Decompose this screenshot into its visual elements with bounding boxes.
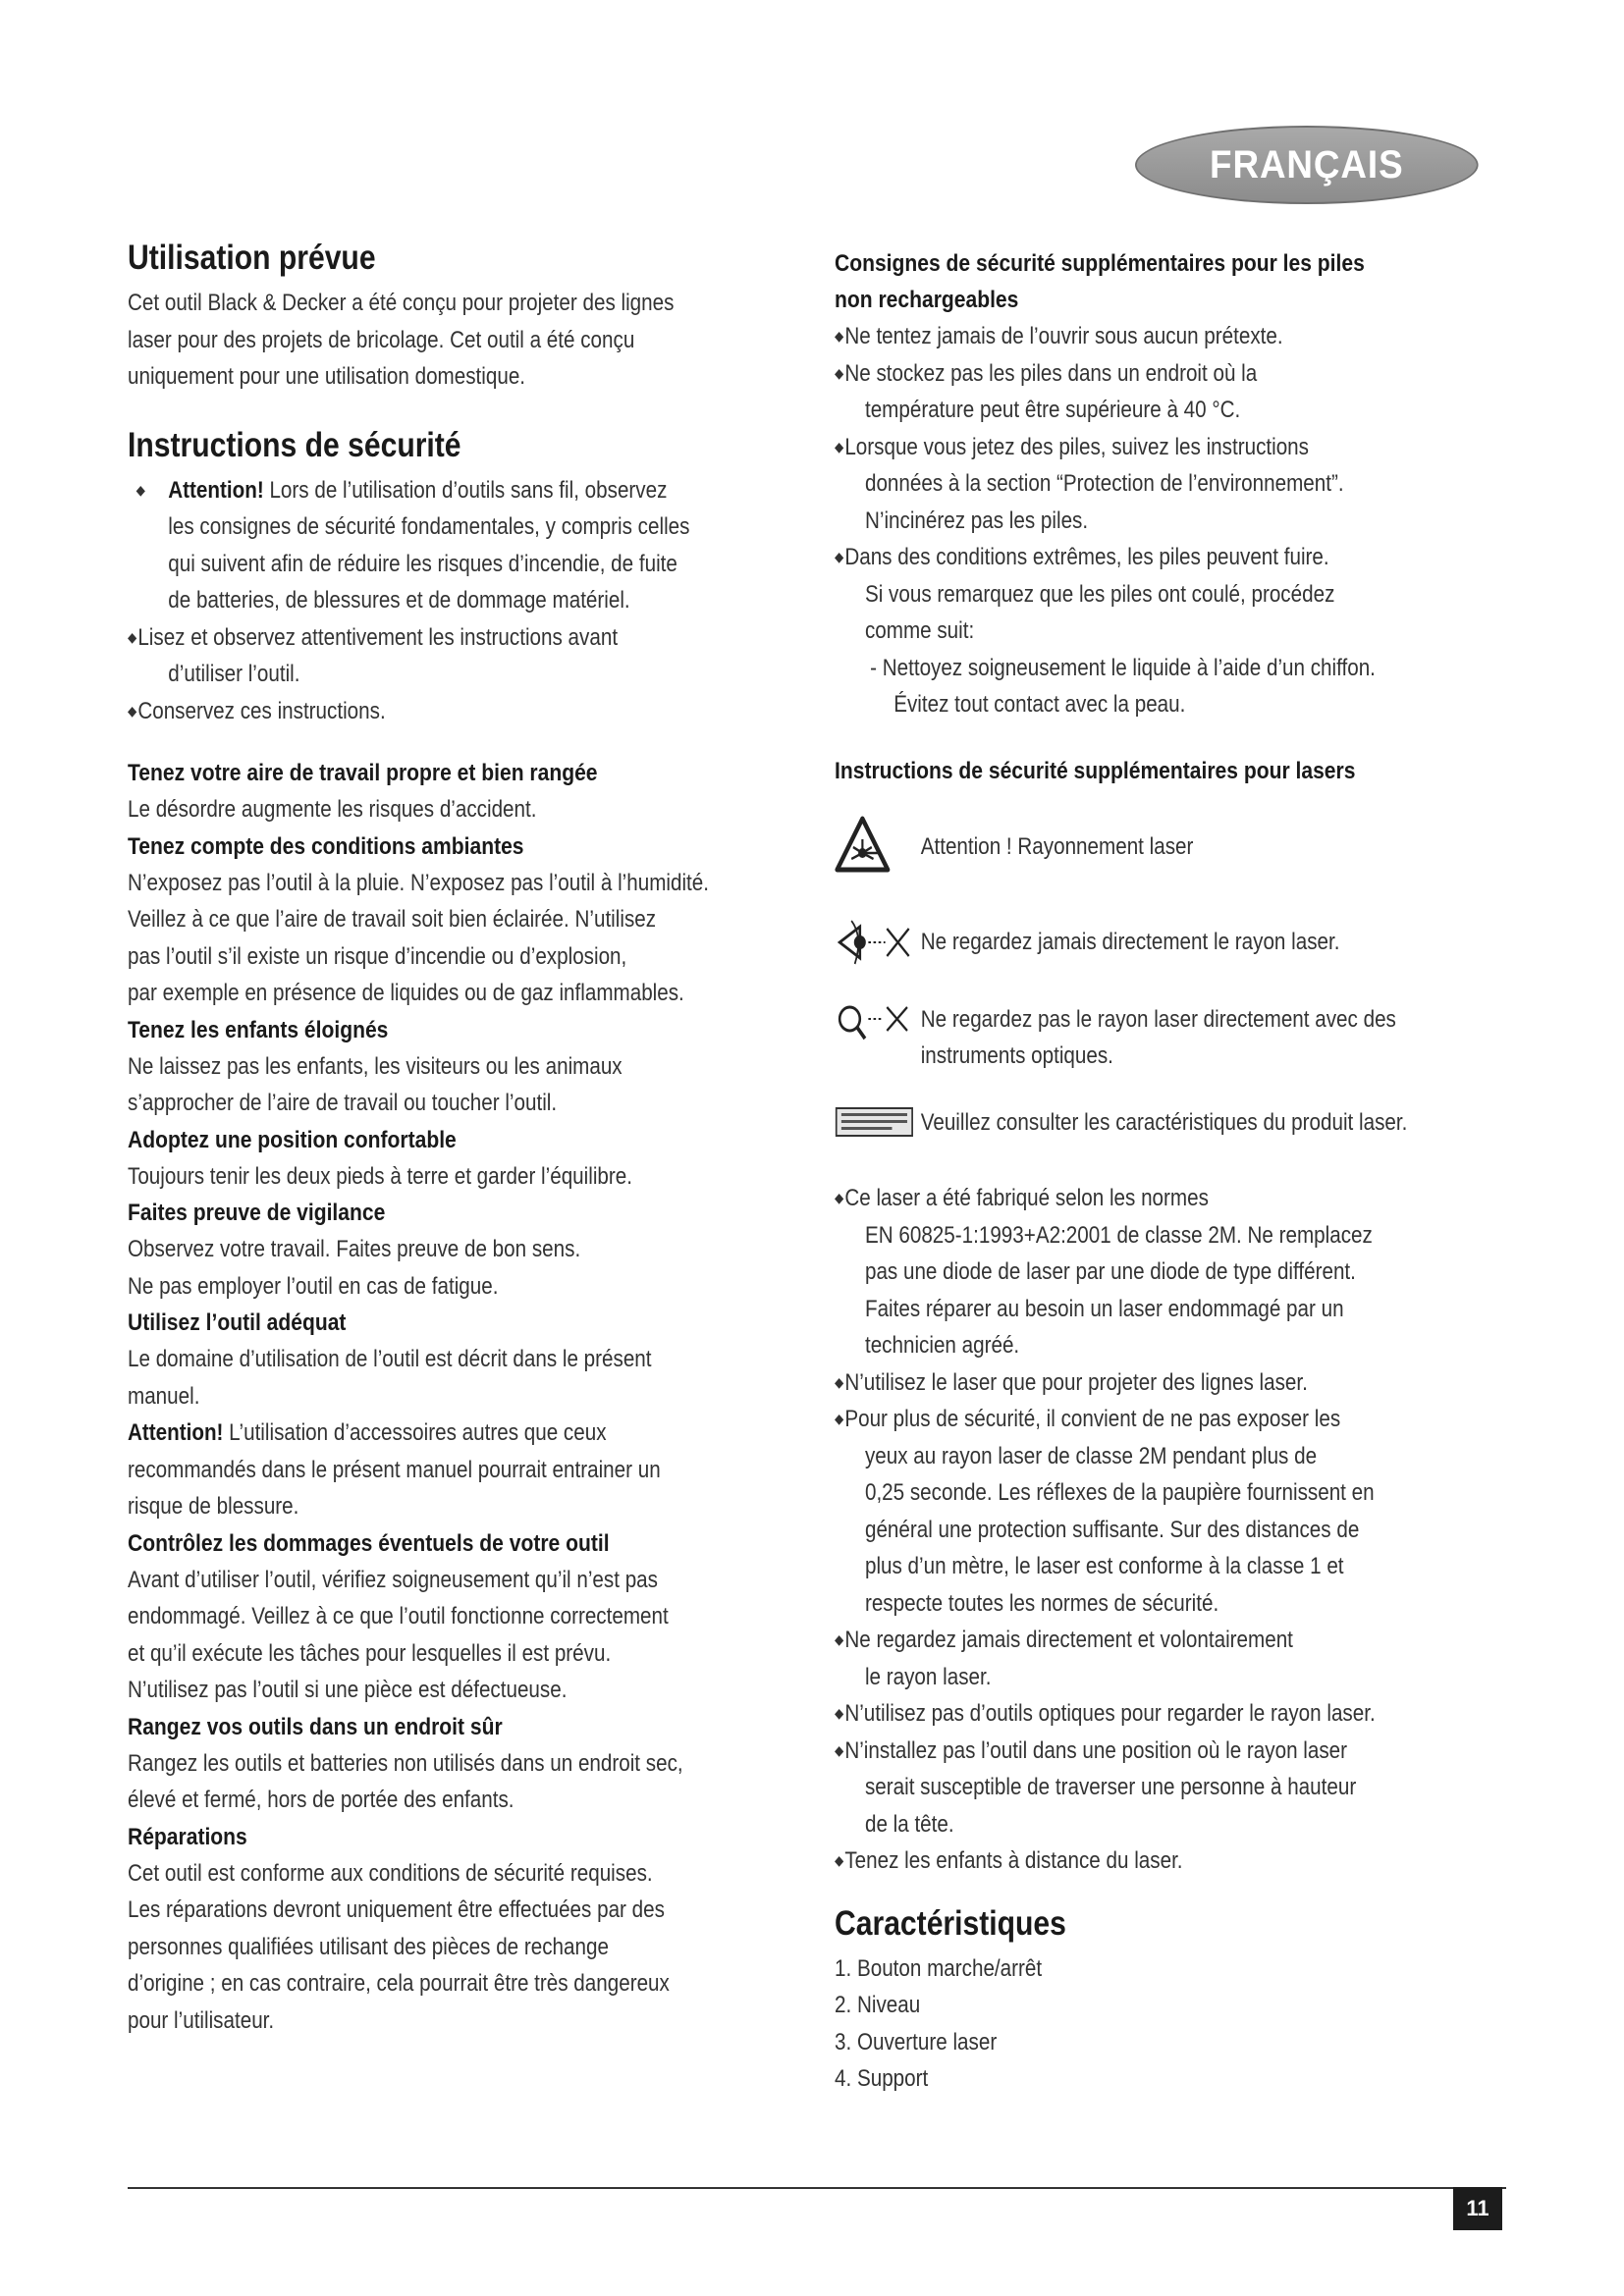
feature-item: 2. Niveau xyxy=(835,1992,921,2018)
laser-title: Instructions de sécurité supplémentaires pour lasers xyxy=(835,757,1356,784)
bullet-icon: ◆ xyxy=(128,628,137,645)
battery-title: Consignes de sécurité supplémentaires pour les piles xyxy=(835,250,1365,277)
feature-item: 1. Bouton marche/arrêt xyxy=(835,1954,1043,1982)
laser-bullet: ◆ N’utilisez le laser que pour projeter des lignes laser. xyxy=(835,1364,1500,1402)
laser-bullet: ◆ Tenez les enfants à distance du laser. xyxy=(835,1842,1500,1880)
section: Réparations Cet outil est conforme aux conditions de sécurité requises. Les réparations devront uniquement être effectuées par des personnes qualifiées utilisant des pièces de rechange d’origine ; en cas contraire, cela pourrait être très dangereux pour l’utilisateur. xyxy=(128,1823,670,2034)
section: Utilisez l’outil adéquat Le domaine d’utilisation de l’outil est décrit dans le présent manuel. xyxy=(128,1309,652,1410)
laser-label-row: Veuillez consulter les caractéristiques du produit laser. xyxy=(835,1104,1500,1142)
section: Adoptez une position confortable Toujours tenir les deux pieds à terre et garder l’équilibre. xyxy=(128,1126,632,1190)
section: Contrôlez les dommages éventuels de votre outil Avant d’utiliser l’outil, vérifiez soigneusement qu’il n’est pas endommagé. Veillez à ce que l’outil fonctionne correctement et qu’il exécute les tâches pour lesquelles il est prévu. N’utilisez pas l’outil si une pièce est défectueuse. xyxy=(128,1529,669,1703)
page-number: 11 xyxy=(1453,2187,1502,2230)
battery-bullet: ◆ Dans des conditions extrêmes, les piles peuvent fuire. Si vous remarquez que les piles ont coulé, procédez comme suit: xyxy=(835,539,1500,650)
laser-warning-row: Attention ! Rayonnement laser xyxy=(835,807,1500,881)
laser-warning-icon xyxy=(835,816,921,873)
bullet-icon: ◆ xyxy=(835,1190,844,1205)
laser-bullet: ◆ Ne regardez jamais directement et volontairement le rayon laser. xyxy=(835,1622,1500,1695)
optical-instrument-icon xyxy=(835,1001,921,1042)
battery-bullet: ◆ Ne stockez pas les piles dans un endroit où la température peut être supérieure à 40 °C. xyxy=(835,355,1500,429)
bullet-icon: ◆ xyxy=(835,438,844,454)
right-column xyxy=(835,245,1502,2098)
laser-bullet: ◆ Ce laser a été fabriqué selon les normes EN 60825-1:1993+A2:2001 de classe 2M. Ne remplacez pas une diode de laser par une diode de type différent. Faites réparer au besoin un laser endommagé par un technicien agréé. xyxy=(835,1180,1500,1364)
eye-no-look-icon xyxy=(835,917,921,968)
intended-use-line: uniquement pour une utilisation domestique. xyxy=(128,363,526,390)
section: Tenez votre aire de travail propre et bien rangée Le désordre augmente les risques d’accident. xyxy=(128,760,598,823)
bullet-icon: ◆ xyxy=(835,1741,844,1758)
safety-bullet: ◆ Attention! Lors de l’utilisation d’outils sans fil, observez les consignes de sécurité fondamentales, y compris celles qui suivent afin de réduire les risques d’incendie, de fuite de batteries, de blessures et de dommage matériel. xyxy=(128,472,803,619)
battery-bullet: ◆ Ne tentez jamais de l’ouvrir sous aucun prétexte. xyxy=(835,318,1500,355)
intended-use-title: Utilisation prévue xyxy=(128,239,376,277)
attention-note: Attention! L’utilisation d’accessoires autres que ceux recommandés dans le présent manuel pourrait entrainer un risque de blessure. xyxy=(128,1419,661,1520)
bullet-icon: ◆ xyxy=(835,328,844,344)
language-tab: FRANÇAIS xyxy=(1135,126,1479,204)
safety-bullet: ◆ Conservez ces instructions. xyxy=(128,693,803,730)
laser-label-icon xyxy=(835,1106,921,1138)
left-column xyxy=(128,236,805,2039)
laser-bullet: ◆ Pour plus de sécurité, il convient de ne pas exposer les yeux au rayon laser de classe 2M pendant plus de 0,25 seconde. Les réflexes de la paupière fournissent en général une protection suffisante. Sur des distances de plus d’un mètre, le laser est conforme à la classe 1 et respecte toutes les normes de sécurité. xyxy=(835,1401,1500,1622)
section: Rangez vos outils dans un endroit sûr Rangez les outils et batteries non utilisés dans un endroit sec, élevé et fermé, hors de portée des enfants. xyxy=(128,1713,683,1813)
feature-item: 4. Support xyxy=(835,2065,929,2092)
battery-dash-item: - Nettoyez soigneusement le liquide à l’aide d’un chiffon. Évitez tout contact avec la peau. xyxy=(870,654,1376,718)
laser-bullet: ◆ N’utilisez pas d’outils optiques pour regarder le rayon laser. xyxy=(835,1695,1500,1733)
section: Tenez compte des conditions ambiantes N’exposez pas l’outil à la pluie. N’exposez pas l’outil à l’humidité. Veillez à ce que l’aire de travail soit bien éclairée. N’utilisez pas l’outil s’il existe un risque d’incendie ou d’explosion, par exemple en présence de liquides ou de gaz inflammables. xyxy=(128,832,709,1006)
bullet-icon: ◆ xyxy=(835,364,844,381)
bullet-icon: ◆ xyxy=(835,1631,844,1647)
features-title: Caractéristiques xyxy=(835,1903,1066,1943)
bullet-icon: ◆ xyxy=(835,1705,844,1721)
eye-warning-row: Ne regardez jamais directement le rayon laser. xyxy=(835,917,1500,968)
intended-use-line: laser pour des projets de bricolage. Cet outil a été conçu xyxy=(128,326,635,353)
optical-warning-row: Ne regardez pas le rayon laser directement avec des instruments optiques. xyxy=(835,1001,1500,1075)
bullet-icon: ◆ xyxy=(835,549,844,564)
bullet-icon: ◆ xyxy=(835,1852,844,1868)
bullet-icon: ◆ xyxy=(135,481,145,498)
bullet-icon: ◆ xyxy=(835,1411,844,1426)
feature-item: 3. Ouverture laser xyxy=(835,2028,998,2056)
section: Tenez les enfants éloignés Ne laissez pas les enfants, les visiteurs ou les animaux s’approcher de l’aire de travail ou toucher l’outil. xyxy=(128,1016,623,1116)
safety-title: Instructions de sécurité xyxy=(128,425,461,464)
intended-use-line: Cet outil Black & Decker a été conçu pour projeter des lignes xyxy=(128,290,675,316)
section: Faites preuve de vigilance Observez votre travail. Faites preuve de bon sens. Ne pas employer l’outil en cas de fatigue. xyxy=(128,1200,581,1300)
laser-bullet: ◆ N’installez pas l’outil dans une position où le rayon laser serait susceptible de traverser une personne à hauteur de la tête. xyxy=(835,1733,1500,1843)
bullet-icon: ◆ xyxy=(835,1373,844,1390)
battery-title: non rechargeables xyxy=(835,287,1019,313)
bullet-icon: ◆ xyxy=(128,702,137,719)
footer-rule xyxy=(128,2187,1506,2189)
battery-bullet: ◆ Lorsque vous jetez des piles, suivez les instructions données à la section “Protection de l’environnement”. N’incinérez pas les piles. xyxy=(835,429,1500,540)
safety-bullet: ◆ Lisez et observez attentivement les instructions avant d’utiliser l’outil. xyxy=(128,619,803,693)
